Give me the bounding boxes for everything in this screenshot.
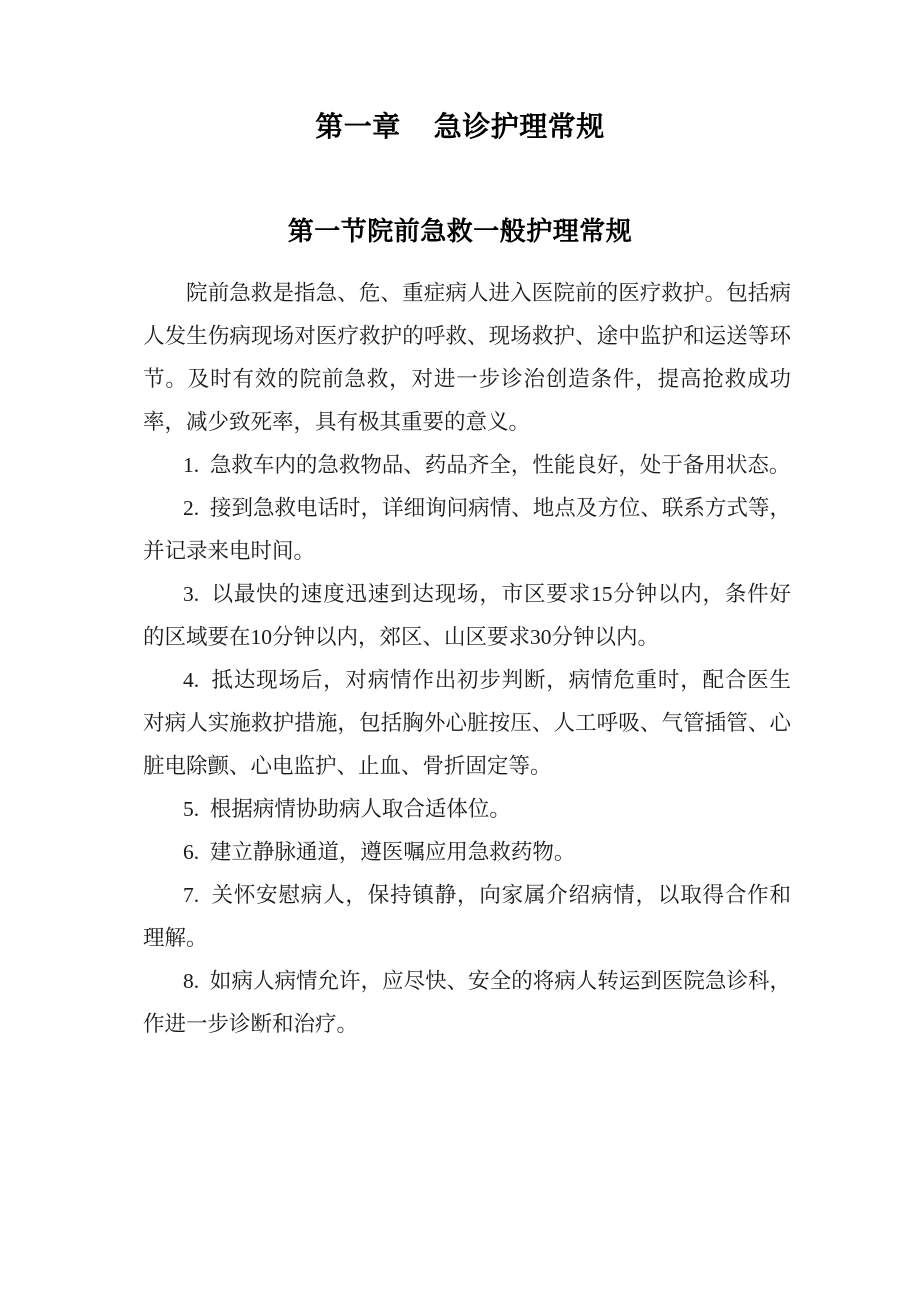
list-item xyxy=(143,960,791,1046)
list-item-number: 1. xyxy=(183,453,200,477)
list-item xyxy=(143,659,797,788)
list-item xyxy=(143,831,791,874)
list-item-number: 7. xyxy=(183,883,200,907)
list-item-number: 5. xyxy=(183,797,200,821)
list-item xyxy=(143,874,797,960)
list-item xyxy=(143,487,791,573)
list-item xyxy=(143,444,791,487)
list-item-number: 4. xyxy=(183,668,200,692)
list-item-text: 以最快的速度迅速到达现场，市区要求15分钟以内，条件好 的区域要在10分钟以内，郊区、山区要求30分钟以内。 xyxy=(143,582,797,649)
list-item-text: 如病人病情允许，应尽快、安全的将病人转运到医院急诊科，作进一步诊断和治疗。 xyxy=(143,969,791,1036)
list-item-text: 根据病情协助病人取合适体位。 xyxy=(209,797,511,821)
list-item-gap xyxy=(199,969,210,993)
section-title: 第一节院前急救一般护理常规 xyxy=(287,215,633,246)
list-item-text: 建立静脉通道，遵医嘱应用急救药物。 xyxy=(209,840,576,864)
list-item-number: 6. xyxy=(183,840,200,864)
list-item-text: 接到急救电话时，详细询问病情、地点及方位、联系方式等，并记录来电时间。 xyxy=(143,496,791,563)
list-item-gap xyxy=(199,668,211,692)
list-item-gap xyxy=(199,582,211,606)
list-item-gap xyxy=(199,840,210,864)
list-item-number: 2. xyxy=(183,496,200,520)
list-item-gap xyxy=(199,453,210,477)
list-item-gap xyxy=(199,797,210,821)
list-item xyxy=(143,788,791,831)
list-item-text: 抵达现场后，对病情作出初步判断，病情危重时，配合医生 对病人实施救护措施，包括胸外心脏按压、人工呼吸、气管插管、心 脏电除颤、心电监护、止血、骨折固定等。 xyxy=(143,668,797,778)
list-item-number: 8. xyxy=(183,969,200,993)
list-item-gap xyxy=(199,883,211,907)
list-item-gap xyxy=(199,496,210,520)
list-item-text: 急救车内的急救物品、药品齐全，性能良好，处于备用状态。 xyxy=(209,453,791,477)
list-item-number: 3. xyxy=(183,582,200,606)
chapter-title: 第一章 急诊护理常规 xyxy=(315,110,605,142)
document-body xyxy=(143,272,797,1046)
list-item xyxy=(143,573,797,659)
intro-paragraph: 院前急救是指急、危、重症病人进入医院前的医疗救护。包括病人发生伤病现场对医疗救护的呼救、现场救护、途中监护和运送等环节。及时有效的院前急救，对进一步诊治创造条件，提高抢救成功率，减少致死率，具有极其重要的意义。 xyxy=(143,281,791,434)
list-item-text: 关怀安慰病人，保持镇静，向家属介绍病情，以取得合作和 理解。 xyxy=(143,883,797,950)
